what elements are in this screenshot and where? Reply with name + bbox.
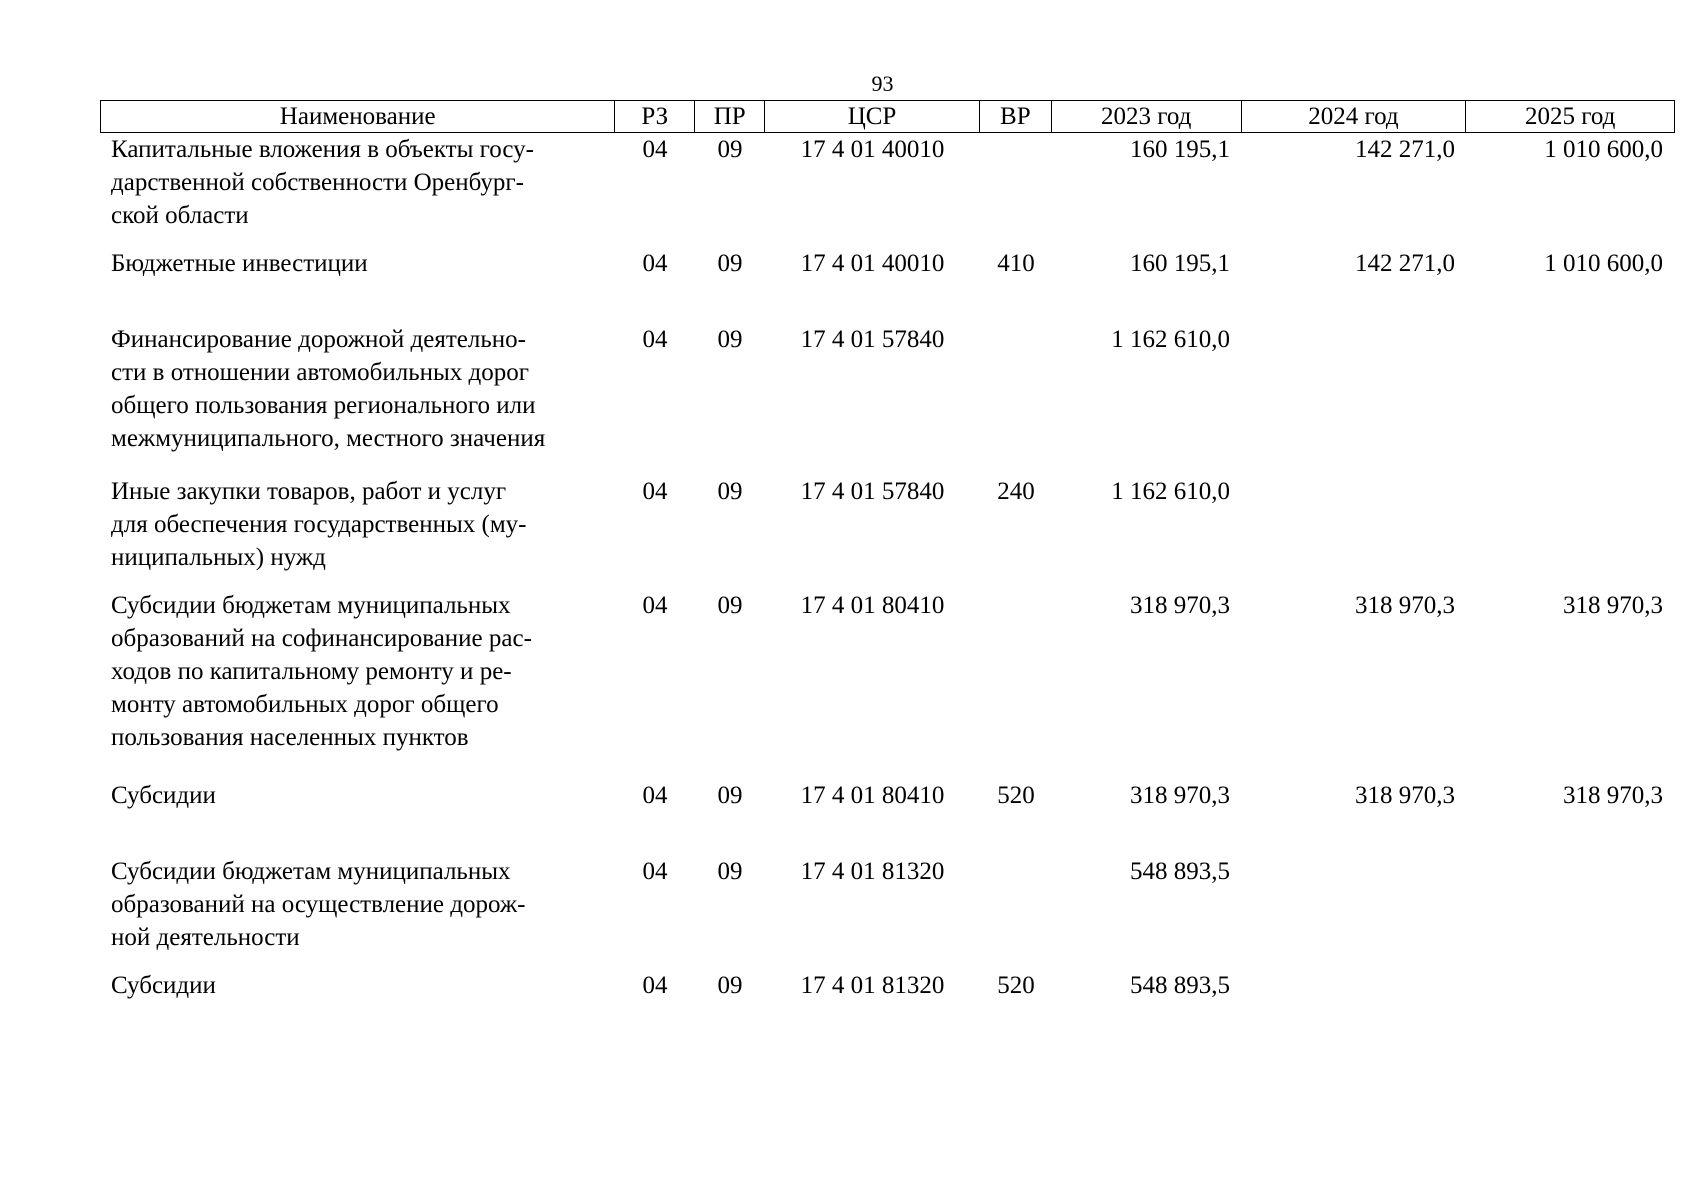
header-2025: 2025 год — [1524, 103, 1616, 130]
table-row — [100, 133, 1675, 247]
row-vr: 240 — [997, 478, 1035, 505]
row-2023: 1 162 610,0 — [1111, 478, 1230, 505]
row-2024: 318 970,3 — [1355, 592, 1455, 619]
row-pr: 09 — [717, 972, 743, 999]
table-row — [100, 855, 1675, 969]
row-rz: 04 — [642, 250, 668, 277]
row-name: Иные закупки товаров, работ и услуг для обеспечения государственных (му- ниципальных) нужд — [111, 478, 527, 571]
row-2025 — [1467, 323, 1675, 475]
row-vr — [980, 323, 1052, 475]
row-2024: 142 271,0 — [1355, 136, 1455, 163]
row-pr: 09 — [717, 858, 743, 885]
row-2023: 160 195,1 — [1130, 136, 1230, 163]
table-row — [100, 969, 1675, 1009]
row-2023: 160 195,1 — [1130, 250, 1230, 277]
row-pr: 09 — [717, 782, 743, 809]
table-row — [100, 323, 1675, 475]
row-name: Субсидии — [111, 972, 216, 999]
header-2023: 2023 год — [1052, 101, 1242, 132]
row-vr: 410 — [997, 250, 1035, 277]
row-2023: 318 970,3 — [1130, 782, 1230, 809]
row-rz: 04 — [642, 972, 668, 999]
header-rz: РЗ — [615, 101, 695, 132]
row-2024 — [1242, 969, 1467, 1009]
header-name: Наименование — [101, 101, 615, 132]
row-csr: 17 4 01 80410 — [800, 782, 945, 809]
row-2025: 1 010 600,0 — [1544, 136, 1663, 163]
row-rz: 04 — [642, 326, 668, 353]
table-row — [100, 779, 1675, 855]
row-vr — [980, 855, 1052, 969]
row-2025 — [1467, 475, 1675, 589]
row-csr: 17 4 01 81320 — [800, 858, 945, 885]
table-row — [100, 247, 1675, 323]
row-2024: 318 970,3 — [1355, 782, 1455, 809]
row-pr: 09 — [717, 326, 743, 353]
page-number: 93 — [871, 71, 894, 96]
table-body — [100, 133, 1675, 1009]
row-rz: 04 — [642, 592, 668, 619]
row-rz: 04 — [642, 858, 668, 885]
row-pr: 09 — [717, 136, 743, 163]
row-name: Субсидии — [111, 782, 216, 809]
row-vr — [980, 589, 1052, 779]
row-2025 — [1467, 969, 1675, 1009]
row-2025: 1 010 600,0 — [1544, 250, 1663, 277]
row-name: Капитальные вложения в объекты госу- дарственной собственности Оренбург- ской области — [111, 136, 534, 229]
header-2024: 2024 год — [1242, 101, 1467, 132]
row-rz: 04 — [642, 478, 668, 505]
row-csr: 17 4 01 57840 — [800, 326, 945, 353]
row-csr: 17 4 01 81320 — [800, 972, 945, 999]
row-pr: 09 — [717, 592, 743, 619]
row-2025 — [1467, 855, 1675, 969]
row-vr: 520 — [997, 782, 1035, 809]
row-rz: 04 — [642, 136, 668, 163]
header-csr: ЦСР — [765, 101, 980, 132]
row-name: Субсидии бюджетам муниципальных образований на осуществление дорож- ной деятельности — [111, 858, 526, 951]
row-pr: 09 — [717, 478, 743, 505]
row-pr: 09 — [717, 250, 743, 277]
row-name: Субсидии бюджетам муниципальных образований на софинансирование рас- ходов по капитальному ремонту и ре- монту автомобильных дорог общего пользования населенных пунктов — [111, 592, 532, 751]
row-2024 — [1242, 475, 1467, 589]
header-pr: ПР — [695, 101, 765, 132]
row-2025: 318 970,3 — [1563, 782, 1663, 809]
row-2023: 1 162 610,0 — [1111, 326, 1230, 353]
table-header — [100, 100, 1675, 133]
row-name: Финансирование дорожной деятельно- сти в отношении автомобильных дорог общего пользования регионального или межмуниципального, местного значения — [111, 326, 546, 452]
header-vr: ВР — [980, 101, 1052, 132]
row-vr — [980, 133, 1052, 247]
row-2024 — [1242, 323, 1467, 475]
row-2023: 318 970,3 — [1130, 592, 1230, 619]
row-2025: 318 970,3 — [1563, 592, 1663, 619]
row-2023: 548 893,5 — [1130, 858, 1230, 885]
row-csr: 17 4 01 40010 — [800, 250, 945, 277]
row-vr: 520 — [997, 972, 1035, 999]
row-csr: 17 4 01 57840 — [800, 478, 945, 505]
row-rz: 04 — [642, 782, 668, 809]
table-row — [100, 589, 1675, 779]
table-row — [100, 475, 1675, 589]
row-csr: 17 4 01 40010 — [800, 136, 945, 163]
row-2024: 142 271,0 — [1355, 250, 1455, 277]
row-2023: 548 893,5 — [1130, 972, 1230, 999]
row-name: Бюджетные инвестиции — [111, 250, 368, 277]
row-2024 — [1242, 855, 1467, 969]
row-csr: 17 4 01 80410 — [800, 592, 945, 619]
